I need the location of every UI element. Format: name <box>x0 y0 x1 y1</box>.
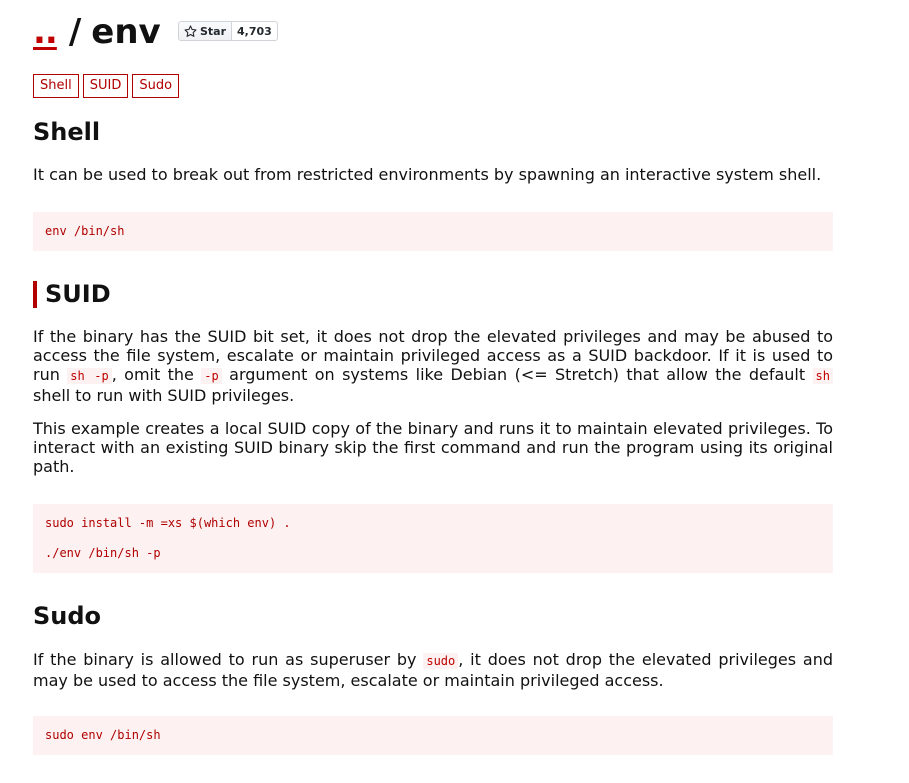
tag-suid[interactable]: SUID <box>83 74 129 98</box>
sudo-text-1: If the binary is allowed to run as superuser by <box>33 650 424 669</box>
page-title: env <box>91 12 161 52</box>
suid-text-4: shell to run with SUID privileges. <box>33 386 295 405</box>
section-heading-suid: SUID <box>33 281 111 308</box>
suid-text-2: , omit the <box>111 365 202 384</box>
suid-description <box>33 327 833 405</box>
suid-text-3: argument on systems like Debian (<= Stretch) that allow the default <box>221 365 813 384</box>
home-link[interactable]: .. <box>33 12 57 52</box>
sudo-code-block <box>33 716 833 755</box>
code-line: sudo env /bin/sh <box>45 728 161 742</box>
section-heading-sudo: Sudo <box>33 602 102 630</box>
sudo-description <box>33 650 833 690</box>
shell-description: It can be used to break out from restricted environments by spawning an interactive system shell. <box>33 165 822 184</box>
star-count[interactable]: 4,703 <box>232 21 278 41</box>
suid-example-description: This example creates a local SUID copy of the binary and runs it to maintain elevated privileges. To interact with an existing SUID binary skip the first command and run the program using its original path. <box>33 419 833 476</box>
tag-sudo[interactable]: Sudo <box>132 74 179 98</box>
section-heading-shell: Shell <box>33 118 101 146</box>
shell-code-block <box>33 212 833 251</box>
page-header <box>33 12 161 52</box>
suid-text-1: If the binary has the SUID bit set, it does not drop the elevated privileges and may be abused to access the file system, escalate or maintain privileged access as a SUID backdoor. If it is used to run <box>33 327 833 384</box>
tag-shell[interactable]: Shell <box>33 74 79 98</box>
suid-code-block <box>33 504 833 573</box>
code-line: sudo install -m =xs $(which env) . <box>45 516 291 530</box>
code-line: env /bin/sh <box>45 224 125 238</box>
sudo-text-2: , it does not drop the elevated privileges and may be used to access the file system, escalate or maintain privileged access. <box>33 650 834 690</box>
function-tags <box>33 74 179 98</box>
inline-code-p-flag: -p <box>201 368 221 384</box>
star-button[interactable] <box>178 21 232 41</box>
code-line: ./env /bin/sh -p <box>45 546 161 560</box>
breadcrumb-separator: / <box>68 12 82 52</box>
inline-code-sh-p: sh -p <box>67 368 111 384</box>
inline-code-sudo: sudo <box>423 653 458 669</box>
star-icon <box>184 25 197 38</box>
star-label: Star <box>200 24 227 38</box>
inline-code-sh: sh <box>813 368 833 384</box>
github-star-widget <box>178 21 278 41</box>
